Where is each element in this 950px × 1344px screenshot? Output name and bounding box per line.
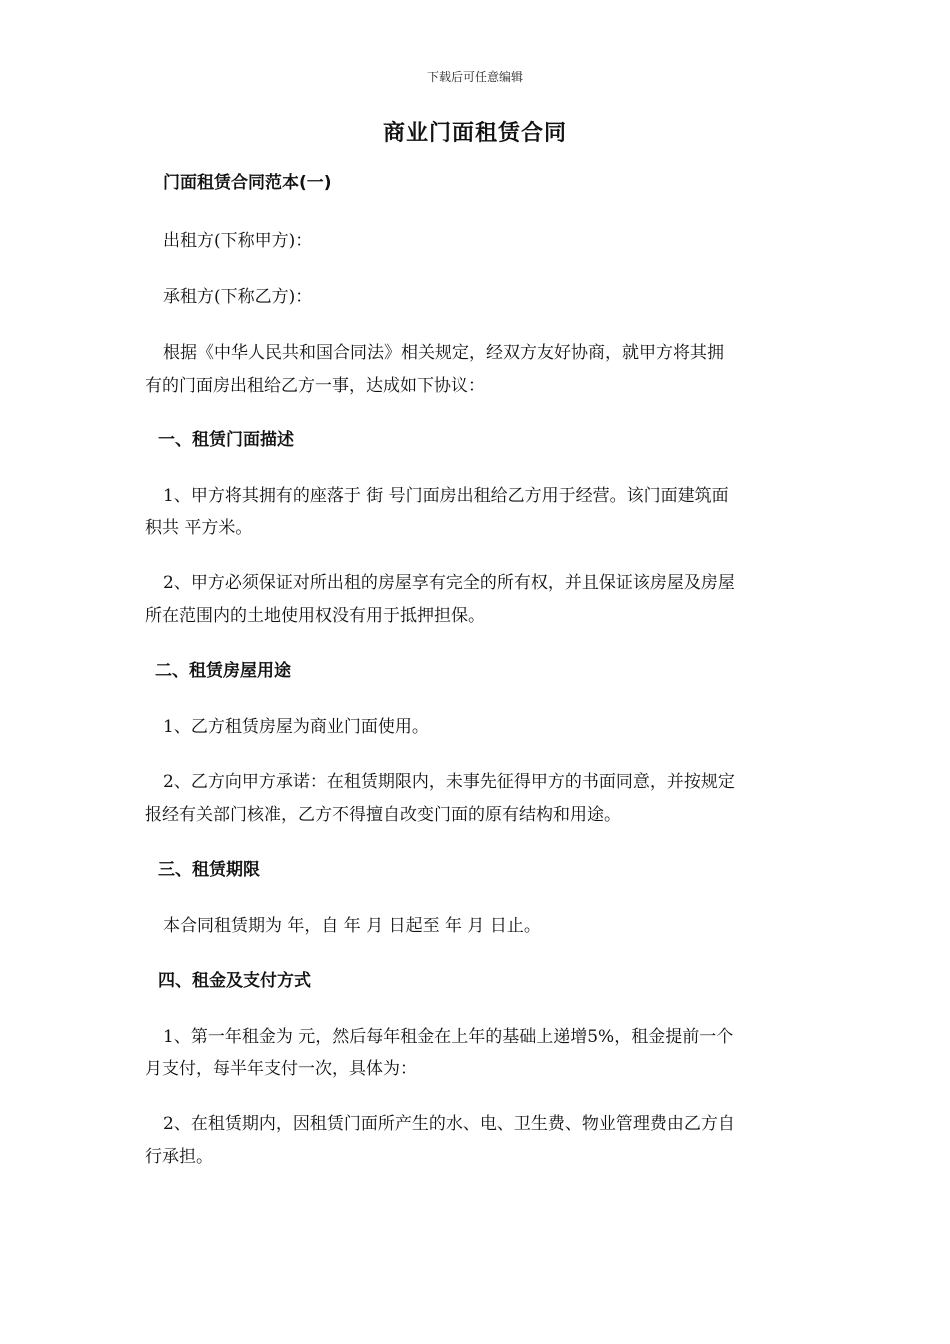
- clause-1-2-line-2: 所在范围内的土地使用权没有用于抵押担保。: [145, 606, 485, 626]
- clause-4-2-line-1: 2、在租赁期内，因租赁门面所产生的水、电、卫生费、物业管理费由乙方自: [163, 1114, 735, 1134]
- clause-2-2-line-1: 2、乙方向甲方承诺：在租赁期限内，未事先征得甲方的书面同意，并按规定: [163, 772, 735, 792]
- section-heading-1: 一、租赁门面描述: [158, 430, 294, 450]
- clause-3-1-line-1: 本合同租赁期为 年，自 年 月 日起至 年 月 日止。: [163, 916, 541, 936]
- clause-2-1-line-1: 1、乙方租赁房屋为商业门面使用。: [163, 717, 429, 737]
- intro-line-1: 根据《中华人民共和国合同法》相关规定，经双方友好协商，就甲方将其拥: [163, 343, 724, 363]
- section-heading-4: 四、租金及支付方式: [158, 971, 311, 991]
- clause-1-2-line-1: 2、甲方必须保证对所出租的房屋享有完全的所有权，并且保证该房屋及房屋: [163, 573, 735, 593]
- section-heading-3: 三、租赁期限: [158, 860, 260, 880]
- clause-4-1-line-1: 1、第一年租金为 元，然后每年租金在上年的基础上递增5%，租金提前一个: [163, 1027, 734, 1047]
- header-note: 下载后可任意编辑: [426, 70, 523, 84]
- lessor-line: 出租方(下称甲方)：: [163, 231, 313, 251]
- intro-line-2: 有的门面房出租给乙方一事，达成如下协议：: [145, 376, 485, 396]
- clause-1-1-line-2: 积共 平方米。: [145, 518, 253, 538]
- section-heading-2: 二、租赁房屋用途: [155, 661, 291, 681]
- document-title: 商业门面租赁合同: [382, 121, 567, 146]
- lessee-line: 承租方(下称乙方)：: [163, 287, 313, 307]
- clause-4-1-line-2: 月支付，每半年支付一次，具体为：: [145, 1059, 417, 1079]
- clause-1-1-line-1: 1、甲方将其拥有的座落于 街 号门面房出租给乙方用于经营。该门面建筑面: [163, 486, 729, 506]
- clause-2-2-line-2: 报经有关部门核准，乙方不得擅自改变门面的原有结构和用途。: [145, 805, 621, 825]
- clause-4-2-line-2: 行承担。: [145, 1147, 213, 1167]
- contract-subtitle: 门面租赁合同范本(一): [163, 173, 332, 193]
